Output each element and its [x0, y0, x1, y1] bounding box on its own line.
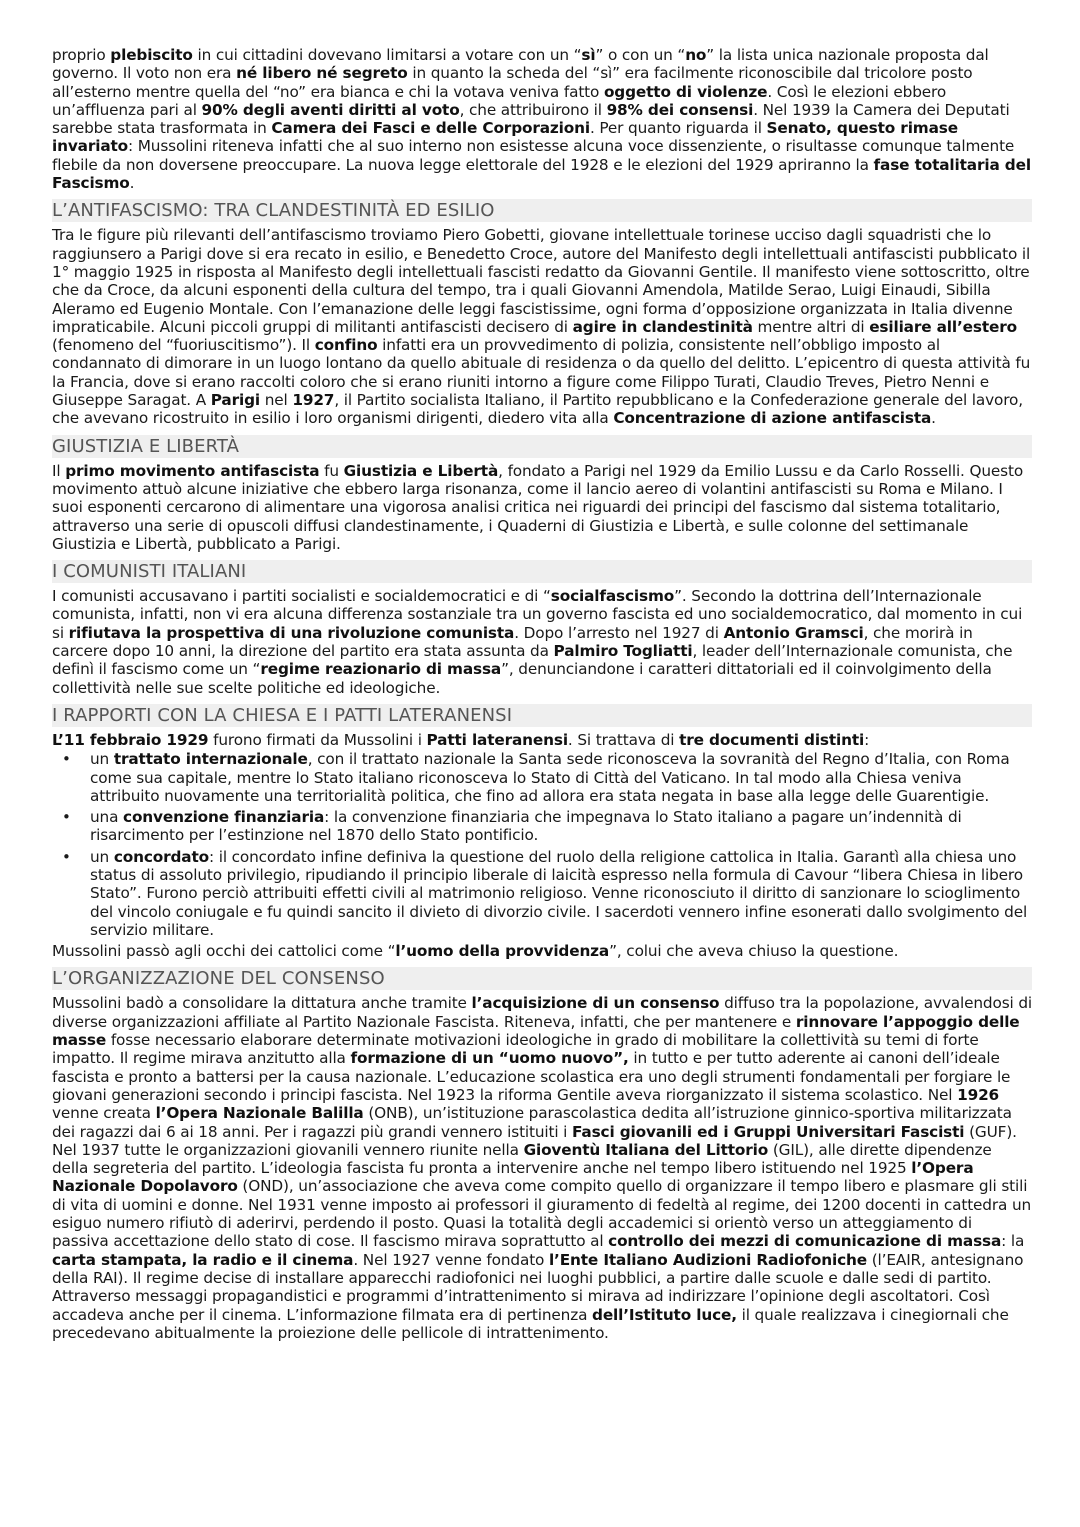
section-heading: I RAPPORTI CON LA CHIESA E I PATTI LATERANENSI	[52, 704, 1032, 727]
section-closing-paragraph	[52, 942, 1032, 960]
bold-text: l’uomo della provvidenza	[395, 942, 610, 961]
bold-text: rifiutava la prospettiva di una rivoluzione comunista	[68, 623, 515, 642]
sections-container	[52, 199, 1032, 1342]
bullet-item	[90, 848, 1032, 939]
bold-text: L’11 febbraio 1929	[52, 730, 209, 749]
bold-text: primo movimento antifascista	[65, 461, 320, 480]
section-paragraph	[52, 462, 1032, 553]
bold-text: dell’Istituto luce,	[592, 1305, 737, 1324]
text-run: proprio	[52, 46, 111, 64]
intro-paragraph	[52, 46, 1032, 192]
text-run: in quanto la scheda del “sì” era facilmente riconoscibile dal tricolore posto all’esterno mentre quella del “no” era bianca e chi la votava veniva fatto	[52, 64, 973, 101]
text-run: . Così le elezioni ebbero un’affluenza pari al	[52, 82, 947, 119]
text-run: : la convenzione finanziaria che impegnava lo Stato italiano a pagare un’indennità di risarcimento per l’estinzione nel 1870 dello Stato pontificio.	[90, 808, 962, 845]
text-run: , che morirà in carcere dopo 10 anni, la direzione del partito era stata assunta da	[52, 623, 973, 661]
text-run: un	[90, 847, 114, 866]
text-run: (GIL), alle dirette dipendenze della segreteria del partito. L’ideologia fascista fu pronta a intervenire anche nel tempo libero istituendo nel 1925	[52, 1140, 992, 1178]
bold-text: oggetto di violenze	[603, 82, 768, 101]
section-paragraph	[52, 587, 1032, 697]
text-run: (fenomeno del “fuoriuscitismo”). Il	[52, 336, 315, 355]
bold-text: esiliare all’estero	[869, 317, 1017, 336]
bold-text: no	[685, 46, 707, 64]
bold-text: sì	[581, 46, 596, 64]
text-run: una	[90, 808, 124, 827]
bold-text: socialfascismo	[550, 587, 675, 606]
text-run: in cui cittadini dovevano limitarsi a votare con un “	[192, 46, 582, 64]
section-heading: I COMUNISTI ITALIANI	[52, 560, 1032, 583]
bold-text: formazione di un “uomo nuovo”,	[350, 1049, 629, 1068]
text-run: in tutto e per tutto aderente ai canoni dell’ideale fascista e pronto a battersi per la causa nazionale. L’educazione scolastica era uno degli strumenti fondamentali per forgiare le giovani generazioni secondo i principi fascista. Nel 1923 la riforma Gentile aveva riorganizzato il sistema scolastico. Nel	[52, 1049, 1011, 1104]
text-run: furono firmati da Mussolini i	[208, 730, 427, 749]
bold-text: Gioventù Italiana del Littorio	[523, 1140, 769, 1159]
text-run: venne creata	[52, 1104, 156, 1123]
text-run: Mussolini passò agli occhi dei cattolici come “	[52, 942, 396, 961]
text-run: , che attribuirono il	[459, 100, 607, 119]
section-paragraph	[52, 731, 1032, 749]
text-run: il quale realizzava i cinegiornali che precedevano abitualmente la proiezione delle pellicole di intrattenimento.	[52, 1305, 1009, 1342]
bullet-item	[90, 808, 1032, 845]
text-run: ” o con un “	[595, 46, 686, 64]
bold-text: Palmiro Togliatti	[553, 642, 693, 661]
text-run: ”, denunciandone i caratteri dittatoriali ed il coinvolgimento della collettività nelle sue scelte politiche ed ideologiche.	[52, 660, 992, 697]
section-paragraph	[52, 226, 1032, 427]
bold-text: Concentrazione di azione antifascista	[613, 409, 932, 428]
bold-text: 90% degli aventi diritti al voto	[201, 100, 460, 119]
bold-text: 1927	[292, 391, 335, 410]
text-run: ”. Secondo la dottrina dell’Internazionale comunista, infatti, non vi era alcuna differenza sostanziale tra un governo fascista ed uno socialdemocratico, dal momento in cui si	[52, 587, 1023, 642]
document-page	[52, 46, 1032, 1342]
text-run: : la	[1001, 1232, 1025, 1251]
text-run: . Dopo l’arresto nel 1927 di	[514, 623, 724, 642]
bold-text: trattato internazionale	[113, 750, 308, 769]
section-heading: GIUSTIZIA E LIBERTÀ	[52, 435, 1032, 458]
bold-text: Camera dei Fasci e delle Corporazioni	[271, 119, 590, 138]
text-run: .	[129, 174, 135, 193]
section	[52, 199, 1032, 427]
section	[52, 435, 1032, 553]
section-heading: L’ANTIFASCISMO: TRA CLANDESTINITÀ ED ESILIO	[52, 199, 1032, 222]
text-run: Mussolini badò a consolidare la dittatura anche tramite	[52, 994, 472, 1013]
text-run: un	[90, 750, 114, 769]
section	[52, 560, 1032, 697]
text-run: fu	[319, 461, 344, 480]
bold-text: l’Ente Italiano Audizioni Radiofoniche	[548, 1250, 868, 1269]
text-run: , fondato a Parigi nel 1929 da Emilio Lussu e da Carlo Rosselli. Questo movimento attuò alcune iniziative che ebbero larga risonanza, come il lancio aereo di volantini antifascisti su Roma e Milano. I suoi esponenti cercarono di alimentare una vigorosa analisi critica nei riguardi dei principi del fascismo dal sistema totalitario, attraverso una serie di opuscoli diffusi clandestinamente, i Quaderni di Giustizia e Libertà, e sulle colonne del settimanale Giustizia e Libertà, pubblicato a Parigi.	[52, 461, 1024, 553]
text-run: .	[931, 409, 936, 428]
text-run: , leader dell’Internazionale comunista, che definì il fascismo come un “	[52, 642, 1013, 679]
bold-text: Patti lateranensi	[426, 730, 568, 749]
bold-text: plebiscito	[110, 46, 193, 64]
text-run: infatti era un provvedimento di polizia, consistente nell’obbligo imposto al condannato di dimorare in un luogo lontano da quello abituale di residenza o da quello del delitto. L’epicentro di questa attività fu la Francia, dove si erano raccolti coloro che si erano riuniti intorno a figure come Filippo Turati, Claudio Treves, Pietro Nenni e Giuseppe Saragat. A	[52, 336, 1031, 410]
text-run: mentre altri di	[752, 317, 870, 336]
text-run: I comunisti accusavano i partiti socialisti e socialdemocratici e di “	[52, 587, 551, 606]
bullet-item	[90, 750, 1032, 805]
text-run: . Per quanto riguarda il	[589, 119, 767, 138]
section-heading: L’ORGANIZZAZIONE DEL CONSENSO	[52, 967, 1032, 990]
bold-text: fase totalitaria del Fascismo	[52, 155, 1031, 193]
bold-text: concordato	[113, 847, 209, 866]
bold-text: l’Opera Nazionale Dopolavoro	[52, 1159, 974, 1196]
text-run: , il Partito socialista Italiano, il Partito repubblicano e la Confederazione generale del lavoro, che avevano ricostruito in esilio i loro organismi dirigenti, diedero vita alla	[52, 391, 1023, 428]
text-run: (GUF). Nel 1937 tutte le organizzazioni giovanili vennero riunite nella	[52, 1122, 1017, 1159]
bold-text: né libero né segreto	[236, 64, 408, 83]
bold-text: l’acquisizione di un consenso	[471, 994, 720, 1013]
text-run: . Nel 1939 la Camera dei Deputati sarebbe stata trasformata in	[52, 100, 1010, 138]
bold-text: Parigi	[210, 391, 260, 410]
bold-text: agire in clandestinità	[572, 317, 753, 336]
text-run: (l’EAIR, antesignano della RAI). Il regime decise di installare apparecchi radiofonici nei luoghi pubblici, a partire dalle scuole e dalle sedi di partito. Attraverso messaggi propagandistici e programmi d’intrattenimento si mirava ad indirizzare l’opinione degli ascoltatori. Così accadeva anche per il cinema. L’informazione filmata era di pertinenza	[52, 1250, 1024, 1324]
text-run: : il concordato infine definiva la questione del ruolo della religione cattolica in Italia. Garantì alla chiesa uno status di assoluto privilegio, ripudiando il principio liberale di laicità espresso nella formula di Cavour “libera Chiesa in libero Stato”. Furono perciò attribuiti effetti civili al matrimonio religioso. Venne riconosciuto il diritto di sanzionare lo scioglimento del vincolo coniugale e fu quindi sancito il divieto di divorzio civile. I sacerdoti vennero infine esonerati dallo svolgimento del servizio militare.	[90, 847, 1028, 939]
text-run: Il	[52, 461, 66, 480]
text-run: Tra le figure più rilevanti dell’antifascismo troviamo Piero Gobetti, giovane intellettuale torinese ucciso dagli squadristi che lo raggiunsero a Parigi dove si era recato in esilio, e Benedetto Croce, autore del Manifesto degli intellettuali antifascisti pubblicato il 1° maggio 1925 in risposta al Manifesto degli intellettuali fascisti redatto da Giovanni Gentile. Il manifesto viene sottoscritto, oltre che da Croce, da alcuni esponenti della cultura del tempo, tra i quali Giovanni Amendola, Matilde Serao, Luigi Einaudi, Sibilla Aleramo ed Eugenio Montale. Con l’emanazione delle leggi fascistissime, ogni forma d’opposizione organizzata in Italia divenne impraticabile. Alcuni piccoli gruppi di militanti antifascisti decisero di	[52, 226, 1031, 336]
text-run: ”, colui che aveva chiuso la questione.	[609, 942, 899, 961]
bullet-list	[52, 750, 1032, 939]
text-run: diffuso tra la popolazione, avvalendosi di diverse organizzazioni affiliate al Partito Nazionale Fascista. Riteneva, infatti, che per mantenere e	[52, 994, 1032, 1031]
bold-text: regime reazionario di massa	[260, 660, 502, 679]
bold-text: Senato, questo rimase invariato	[52, 119, 958, 156]
text-run: nel	[259, 391, 293, 410]
text-run: (ONB), un’istituzione parascolastica dedita all’istruzione ginnico-sportiva militarizzata dei ragazzi dai 6 ai 18 anni. Per i ragazzi più grandi vennero istituiti i	[52, 1104, 1012, 1141]
bold-text: 98% dei consensi	[606, 100, 754, 119]
text-run: , con il trattato nazionale la Santa sede riconosceva la sovranità del Regno d’Italia, con Roma come sua capitale, mentre lo Stato italiano riconosceva lo Stato di Città del Vaticano. In tal modo alla Chiesa veniva attribuito nuovamente una territorialità politica, che fino ad allora era stata negata in base alla legge delle Guarentigie.	[90, 750, 1010, 805]
bold-text: convenzione finanziaria	[123, 808, 325, 827]
bold-text: carta stampata, la radio e il cinema	[52, 1250, 354, 1269]
bold-text: Fasci giovanili ed i Gruppi Universitari Fascisti	[572, 1122, 965, 1141]
text-run: :	[864, 730, 870, 749]
bold-text: tre documenti distinti	[679, 730, 865, 749]
bold-text: l’Opera Nazionale Balilla	[155, 1104, 364, 1123]
bold-text: Antonio Gramsci	[723, 623, 864, 642]
bold-text: confino	[314, 336, 378, 355]
section	[52, 704, 1032, 961]
text-run: . Si trattava di	[567, 730, 680, 749]
text-run: (OND), un’associazione che aveva come compito quello di organizzare il tempo libero e plasmare gli stili di vita di uomini e donne. Nel 1931 venne imposto ai professori il giuramento di fedeltà al regime, dei 1200 docenti in cattedra un esiguo numero rifiutò di aderirvi, perdendo il posto. Quasi la totalità degli accademici si orientò verso un atteggiamento di passiva accettazione dello stato di cose. Il fascismo mirava soprattutto al	[52, 1177, 1032, 1251]
text-run: : Mussolini riteneva infatti che al suo interno non esistesse alcuna voce dissenziente, o risultasse comunque talmente flebile da non doversene preoccupare. La nuova legge elettorale del 1928 e le elezioni del 1929 apriranno la	[52, 137, 1015, 174]
bold-text: Giustizia e Libertà	[343, 461, 499, 480]
text-run: . Nel 1927 venne fondato	[353, 1250, 549, 1269]
text-run: fosse necessario elaborare determinate motivazioni ideologiche in grado di mobilitare la collettività su temi di forte impatto. Il regime mirava anzitutto alla	[52, 1031, 979, 1068]
section-paragraph	[52, 994, 1032, 1342]
bold-text: rinnovare l’appoggio delle masse	[52, 1012, 1020, 1050]
section	[52, 967, 1032, 1342]
bold-text: 1926	[957, 1085, 1000, 1104]
text-run: ” la lista unica nazionale proposta dal governo. Il voto non era	[52, 46, 989, 83]
bold-text: controllo dei mezzi di comunicazione di massa	[608, 1232, 1002, 1251]
